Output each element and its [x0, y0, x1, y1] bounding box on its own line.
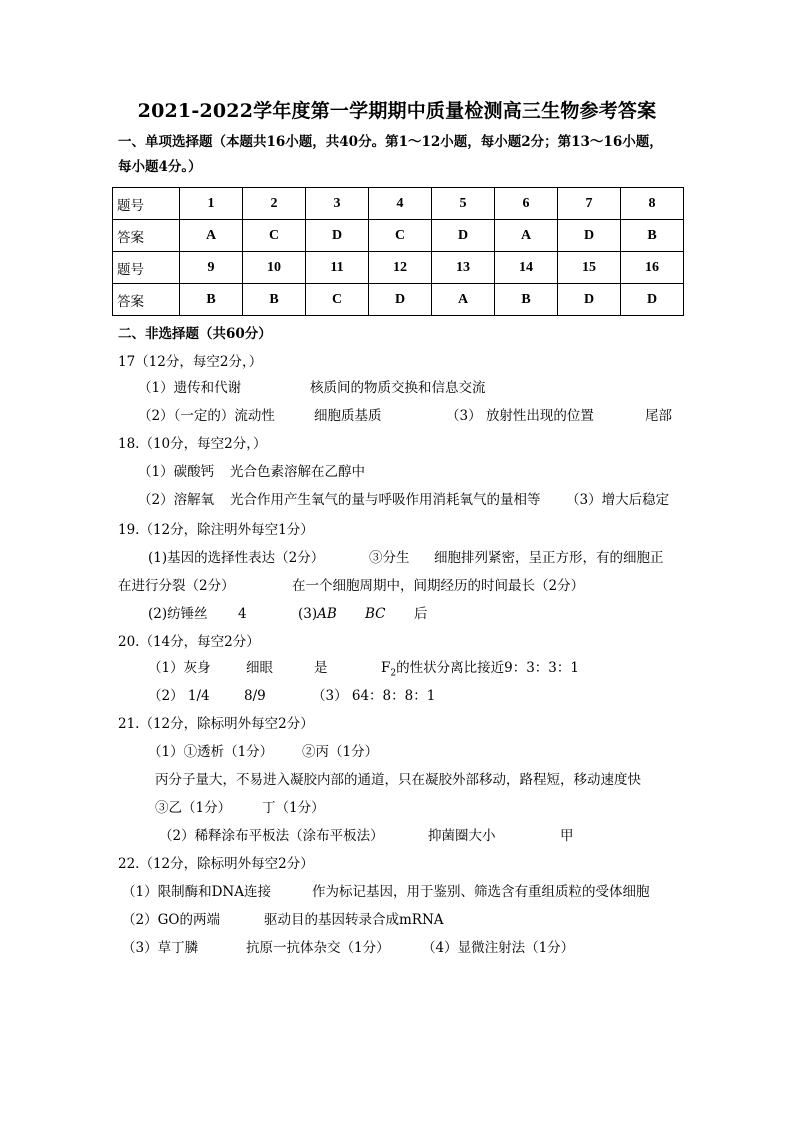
q19-answer: [298, 604, 337, 624]
table-cell: 14: [495, 252, 558, 284]
table-cell: 11: [306, 252, 369, 284]
q22-answer: 抗原一抗体杂交（1分）: [246, 940, 390, 956]
q18-answer: 光合色素溶解在乙醇中: [230, 464, 365, 480]
table-row: [113, 252, 684, 284]
page-title: 2021-2022学年度第一学期期中质量检测高三生物参考答案: [137, 100, 657, 122]
table-cell: D: [369, 284, 432, 316]
q20-answer: [381, 658, 579, 684]
q19-answer: 后: [414, 606, 428, 622]
table-cell: C: [243, 220, 306, 252]
table-cell: 7: [558, 188, 621, 220]
q19-heading: 19.（12分，除注明外每空1分）: [118, 522, 314, 538]
table-cell: 9: [180, 252, 243, 284]
q22-answer: （4）显微注射法（1分）: [422, 940, 575, 956]
q18-answer: 光合作用产生氧气的量与呼吸作用消耗氧气的量相等: [230, 492, 541, 508]
q19-answer: 细胞排列紧密，呈正方形，有的细胞正: [434, 550, 664, 566]
table-cell: D: [432, 220, 495, 252]
table-cell: B: [495, 284, 558, 316]
answer-table: [112, 187, 684, 316]
q18-answer: （2）溶解氧: [138, 492, 215, 508]
q21-answer: 丁（1分）: [262, 800, 325, 816]
q19-answer-ab: AB: [317, 606, 337, 622]
q21-heading: 21.（12分，除标明外每空2分）: [118, 716, 314, 732]
q21-answer: ③乙（1分）: [155, 800, 232, 816]
table-cell: A: [180, 220, 243, 252]
table-cell: C: [369, 220, 432, 252]
q20-answer: 是: [314, 660, 328, 676]
q17-answer: （2）（一定的）流动性: [138, 408, 275, 424]
table-row: [113, 284, 684, 316]
table-cell: D: [621, 284, 684, 316]
section-1-heading: [118, 130, 688, 180]
q17-answer: （3） 放射性出现的位置: [446, 408, 594, 424]
q22-answer: （2）GO的两端: [122, 912, 220, 928]
q18-answer: （1）碳酸钙: [138, 464, 215, 480]
q22-answer: 驱动目的基因转录合成mRNA: [264, 912, 444, 928]
table-cell: B: [180, 284, 243, 316]
table-cell: 4: [369, 188, 432, 220]
section-1-line-1: 一、单项选择题（本题共16小题，共40分。第1～12小题，每小题2分；第13～16小题，: [118, 134, 663, 150]
table-cell: 1: [180, 188, 243, 220]
q19-answer: (1)基因的选择性表达（2分）: [148, 550, 325, 566]
q19-answer: ③分生: [369, 550, 410, 566]
q19-answer-bc: BC: [365, 606, 386, 622]
q22-heading: 22.（12分，除标明外每空2分）: [118, 856, 314, 872]
q18-heading: 18.（10分，每空2分，）: [118, 436, 267, 452]
table-cell: A: [495, 220, 558, 252]
q22-answer: （1）限制酶和DNA连接: [122, 884, 271, 900]
q19-answer: 在进行分裂（2分）: [118, 578, 235, 594]
section-1-line-2: 每小题4分。）: [118, 159, 202, 175]
q20-f-subscript: 2: [390, 668, 397, 679]
table-cell: 3: [306, 188, 369, 220]
row-label: 答案: [113, 220, 180, 252]
table-cell: 6: [495, 188, 558, 220]
q17-answer: 尾部: [645, 408, 672, 424]
q19-answer: (2)纺锤丝: [148, 606, 208, 622]
table-row: [113, 220, 684, 252]
q19-part-3-label: (3): [298, 606, 318, 622]
q20-f-symbol: F: [381, 660, 391, 676]
row-label: 题号: [113, 252, 180, 284]
row-label: 题号: [113, 188, 180, 220]
q17-answer: 核质间的物质交换和信息交流: [310, 380, 486, 396]
q20-ratio-text: 的性状分离比接近9：3：3：1: [396, 660, 579, 676]
section-2-heading: 二、非选择题（共60分）: [118, 326, 272, 342]
q17-answer: （1）遗传和代谢: [138, 380, 242, 396]
q20-answer: 细眼: [246, 660, 273, 676]
table-cell: D: [558, 284, 621, 316]
table-cell: 5: [432, 188, 495, 220]
q21-answer: 甲: [560, 828, 574, 844]
table-row: [113, 188, 684, 220]
q20-answer: 8/9: [244, 688, 266, 704]
table-cell: 8: [621, 188, 684, 220]
q22-answer: 作为标记基因，用于鉴别、筛选含有重组质粒的受体细胞: [312, 884, 650, 900]
q18-answer: （3）增大后稳定: [566, 492, 670, 508]
q19-answer: 在一个细胞周期中，间期经历的时间最长（2分）: [292, 578, 585, 594]
row-label: 答案: [113, 284, 180, 316]
table-cell: 10: [243, 252, 306, 284]
q20-answer: （1）灰身: [148, 660, 211, 676]
q21-answer: （1）①透析（1分）: [148, 744, 274, 760]
table-cell: A: [432, 284, 495, 316]
table-cell: 12: [369, 252, 432, 284]
q20-answer: （2） 1/4: [148, 688, 210, 704]
table-cell: 13: [432, 252, 495, 284]
table-cell: 2: [243, 188, 306, 220]
table-cell: 16: [621, 252, 684, 284]
table-cell: C: [306, 284, 369, 316]
table-cell: D: [306, 220, 369, 252]
table-cell: B: [243, 284, 306, 316]
q20-heading: 20.（14分，每空2分）: [118, 634, 260, 650]
q20-answer: （3） 64：8：8：1: [312, 688, 436, 704]
q21-answer: （2）稀释涂布平板法（涂布平板法）: [159, 828, 384, 844]
q21-answer: ②丙（1分）: [302, 744, 379, 760]
q17-heading: 17（12分，每空2分，）: [118, 354, 263, 370]
table-cell: 15: [558, 252, 621, 284]
q19-answer: 4: [238, 606, 247, 622]
q22-answer: （3）草丁膦: [122, 940, 199, 956]
q21-answer: 抑菌圈大小: [428, 828, 496, 844]
q21-answer: 丙分子量大，不易进入凝胶内部的通道，只在凝胶外部移动，路程短，移动速度快: [155, 772, 641, 788]
table-cell: B: [621, 220, 684, 252]
q17-answer: 细胞质基质: [314, 408, 382, 424]
table-cell: D: [558, 220, 621, 252]
